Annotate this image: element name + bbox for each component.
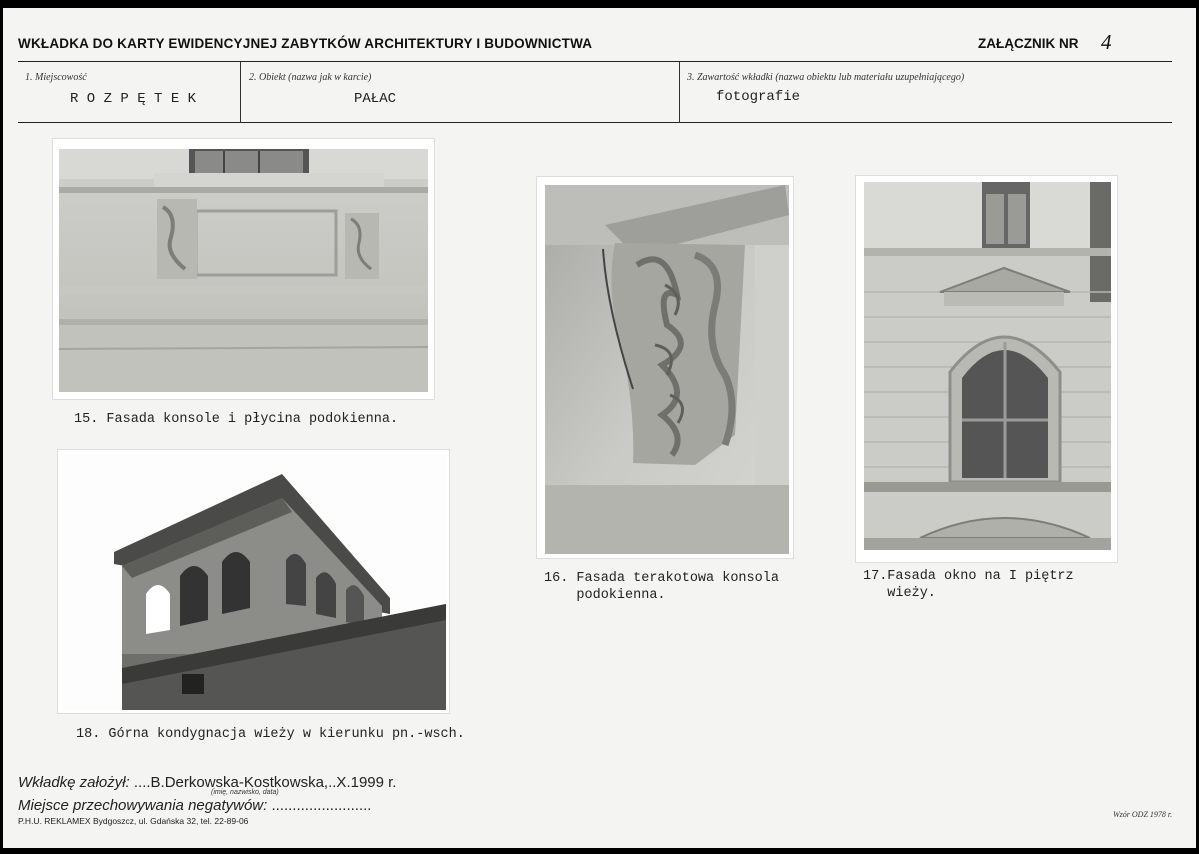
- created-by-label: Wkładkę założył:: [18, 774, 130, 791]
- content-label: 3. Zawartość wkładki (nazwa obiektu lub materiału uzupełniającego): [687, 72, 965, 83]
- negatives-storage-row: [18, 797, 371, 814]
- photo-17: [855, 175, 1118, 563]
- created-by-row: [18, 774, 396, 791]
- created-by-hint: (imię, nazwisko, data): [211, 789, 279, 796]
- field-divider: [679, 62, 680, 123]
- negatives-storage-value: ........................: [271, 797, 372, 814]
- place-label: 1. Miejscowość: [25, 72, 87, 83]
- photo-18-caption: 18. Górna kondygnacja wieży w kierunku pn.-wsch.: [76, 727, 465, 742]
- field-divider: [240, 62, 241, 123]
- content-value: fotografie: [716, 89, 801, 105]
- annex-label: ZAŁĄCZNIK NR: [978, 36, 1079, 51]
- tower-window-photo: [864, 182, 1111, 550]
- form-template-label: Wzór ODZ 1978 r.: [1113, 810, 1173, 819]
- printer-imprint: P.H.U. REKLAMEX Bydgoszcz, ul. Gdańska 32, tel. 22-89-06: [18, 816, 249, 826]
- document-sheet: [3, 8, 1196, 848]
- document-title: WKŁADKA DO KARTY EWIDENCYJNEJ ZABYTKÓW ARCHITEKTURY I BUDOWNICTWA: [18, 36, 593, 51]
- place-value: R O Z P Ę T E K: [70, 91, 197, 107]
- photo-16-caption: 16. Fasada terakotowa konsola podokienna.: [544, 571, 779, 603]
- facade-console-photo: [59, 149, 428, 392]
- photo-15: [52, 138, 435, 427]
- annex-number: 4: [1101, 30, 1112, 54]
- photo-17-caption: 17.Fasada okno na I piętrz wieży.: [863, 569, 1074, 601]
- created-by-value: ....B.Derkowska-Kostkowska,..X.1999 r.: [133, 774, 397, 791]
- object-value: PAŁAC: [354, 91, 397, 107]
- photo-16: [536, 176, 794, 559]
- header-rule-top: [18, 61, 1172, 62]
- tower-upper-storey-photo: [62, 454, 446, 710]
- photo-15-caption: 15. Fasada konsole i płycina podokienna.: [74, 412, 399, 427]
- negatives-storage-label: Miejsce przechowywania negatywów:: [18, 797, 268, 814]
- header-rule-bottom: [18, 122, 1172, 123]
- terracotta-console-photo: [545, 185, 789, 554]
- photo-18: [57, 449, 450, 714]
- object-label: 2. Obiekt (nazwa jak w karcie): [249, 72, 372, 83]
